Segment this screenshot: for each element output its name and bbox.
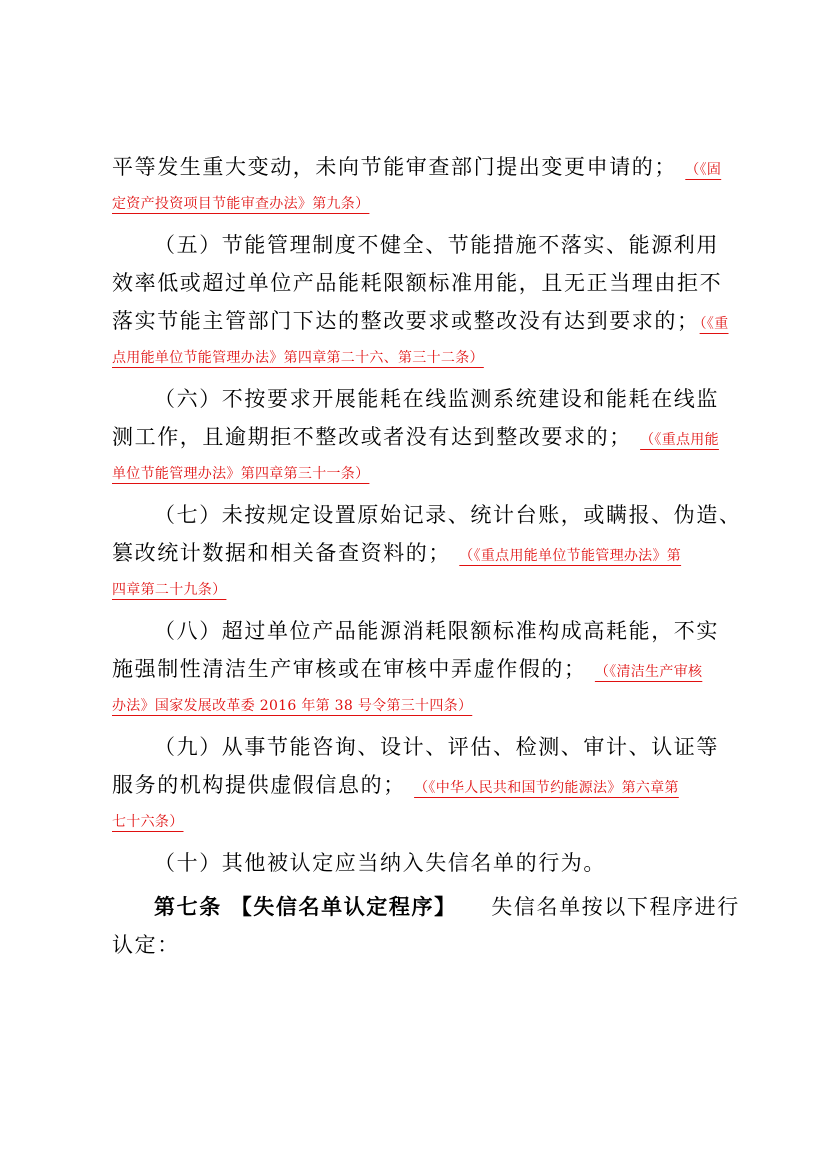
paragraph-text: 落实节能主管部门下达的整改要求或整改没有达到要求的； [112, 309, 700, 333]
citation-line [112, 456, 716, 490]
paragraph-text: （七）未按规定设置原始记录、统计台账，或瞒报、伪造、 [154, 503, 742, 527]
paragraph-line [112, 302, 729, 340]
paragraph-text: （五）节能管理制度不健全、节能措施不落实、能源利用 [154, 233, 719, 257]
paragraph-text: 测工作，且逾期拒不整改或者没有达到整改要求的； [112, 425, 632, 449]
paragraph-text: 效率低或超过单位产品能耗限额标准用能，且无正当理由拒不 [112, 271, 723, 295]
citation-link: 七十六条） [112, 814, 184, 830]
paragraph-line [112, 650, 716, 688]
citation-link: （《清洁生产审核 [594, 664, 703, 680]
citation-link: 办法》国家发展改革委 2016 年第 38 号令第三十四条） [112, 698, 473, 714]
citation-link: （《中华人民共和国节约能源法》第六章第 [414, 780, 679, 796]
document-body [112, 148, 742, 964]
paragraph-text: （八）超过单位产品能源消耗限额标准构成高耗能，不实 [154, 619, 719, 643]
citation-link: 点用能单位节能管理办法》第四章第二十六、第三十二条） [112, 350, 484, 366]
paragraph-text: （十）其他被认定应当纳入失信名单的行为。 [154, 851, 606, 875]
citation-line [112, 804, 716, 838]
paragraph-text: 认定： [112, 933, 180, 957]
paragraph-line [112, 844, 716, 882]
paragraph-line [112, 766, 716, 804]
citation-link: （《重点用能 [640, 432, 719, 448]
citation-link: （《固 [685, 162, 722, 178]
paragraph-line [112, 534, 716, 572]
paragraph-line [112, 496, 742, 534]
paragraph-line [112, 226, 719, 264]
paragraph-line [112, 728, 719, 766]
citation-link: 定资产投资项目节能审查办法》第九条） [112, 196, 370, 212]
citation-line [112, 340, 716, 374]
paragraph-line [112, 148, 722, 186]
citation-line [112, 572, 716, 606]
paragraph-line [112, 926, 716, 964]
paragraph-line [112, 380, 719, 418]
paragraph-text: 失信名单按以下程序进行 [491, 895, 740, 919]
article-heading: 第七条 【失信名单认定程序】 [154, 895, 457, 919]
citation-link: 单位节能管理办法》第四章第三十一条） [112, 466, 370, 482]
citation-line [112, 186, 716, 220]
paragraph-text: （六）不按要求开展能耗在线监测系统建设和能耗在线监 [154, 387, 719, 411]
citation-link: （《重 [699, 316, 729, 332]
paragraph-text: 服务的机构提供虚假信息的； [112, 773, 406, 797]
paragraph-text: （九）从事节能咨询、设计、评估、检测、审计、认证等 [154, 735, 719, 759]
paragraph-text: 篡改统计数据和相关备查资料的； [112, 541, 451, 565]
citation-link: 四章第二十九条） [112, 582, 227, 598]
paragraph-line [112, 418, 719, 456]
paragraph-text: 平等发生重大变动，未向节能审查部门提出变更申请的； [112, 155, 677, 179]
paragraph-line [112, 264, 723, 302]
citation-line [112, 688, 716, 722]
citation-link: （《重点用能单位节能管理办法》第 [459, 548, 682, 564]
paragraph-text: 施强制性清洁生产审核或在审核中弄虚作假的； [112, 657, 587, 681]
article-heading-line [112, 888, 740, 926]
paragraph-line [112, 612, 719, 650]
